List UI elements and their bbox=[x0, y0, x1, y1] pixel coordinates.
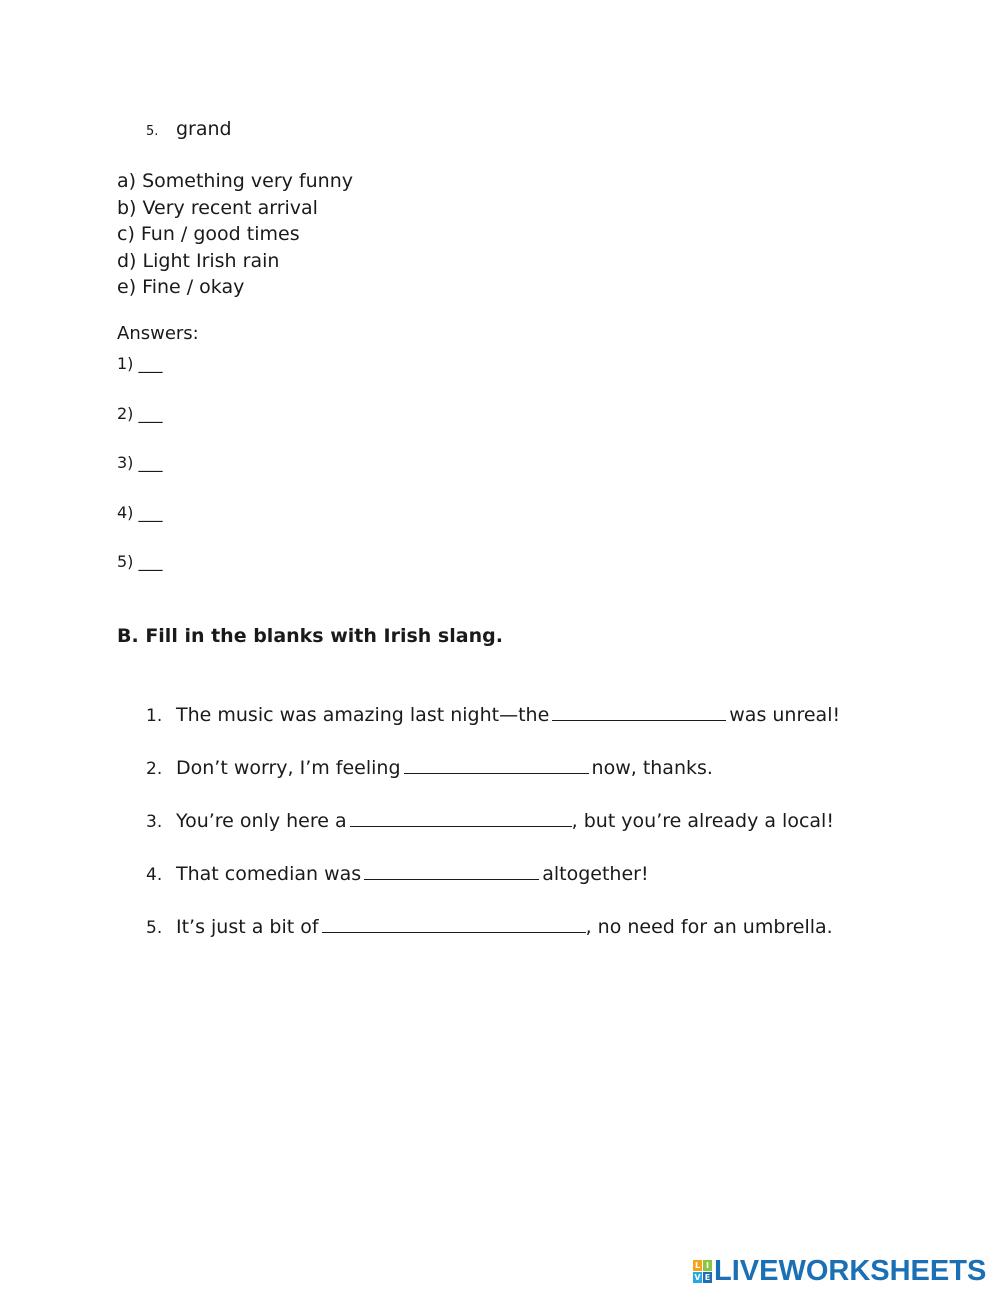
item-number: 4. bbox=[146, 865, 163, 885]
fill-item-2 bbox=[146, 755, 713, 779]
blank-input[interactable] bbox=[552, 702, 726, 721]
liveworksheets-logo bbox=[693, 1255, 986, 1288]
fill-item-4 bbox=[146, 861, 649, 885]
item-text-after: , but you’re already a local! bbox=[571, 810, 834, 832]
matching-item-5 bbox=[146, 118, 232, 140]
section-b-heading: B. Fill in the blanks with Irish slang. bbox=[117, 625, 503, 647]
answer-5[interactable]: 5) ___ bbox=[117, 552, 163, 571]
definition-e: e) Fine / okay bbox=[117, 276, 245, 298]
definition-d: d) Light Irish rain bbox=[117, 249, 280, 272]
blank-input[interactable] bbox=[364, 861, 539, 880]
item-word: grand bbox=[176, 118, 232, 140]
answer-2[interactable]: 2) ___ bbox=[117, 404, 163, 423]
item-text-before: Don’t worry, I’m feeling bbox=[176, 757, 401, 779]
definition-a: a) Something very funny bbox=[117, 170, 353, 192]
item-text-after: altogether! bbox=[542, 863, 649, 885]
liveworksheets-logo-icon bbox=[693, 1260, 712, 1283]
item-number: 5. bbox=[146, 918, 163, 938]
logo-letter-v: V bbox=[694, 1273, 701, 1282]
fill-item-5 bbox=[146, 914, 833, 938]
definition-b: b) Very recent arrival bbox=[117, 196, 318, 219]
logo-letter-e: E bbox=[704, 1273, 711, 1282]
item-text-after: , no need for an umbrella. bbox=[585, 916, 833, 938]
item-number: 5. bbox=[146, 124, 159, 139]
blank-input[interactable] bbox=[404, 755, 589, 774]
item-text-before: It’s just a bit of bbox=[176, 916, 319, 938]
logo-letter-i: I bbox=[703, 1260, 712, 1271]
answer-1[interactable]: 1) ___ bbox=[117, 354, 163, 373]
logo-text: LIVEWORKSHEETS bbox=[714, 1255, 987, 1287]
item-text-before: You’re only here a bbox=[176, 810, 347, 832]
item-number: 3. bbox=[146, 812, 163, 832]
item-text-before: The music was amazing last night—the bbox=[176, 704, 550, 726]
item-text-before: That comedian was bbox=[176, 863, 362, 885]
blank-input[interactable] bbox=[322, 914, 586, 933]
blank-input[interactable] bbox=[350, 808, 572, 827]
fill-item-1 bbox=[146, 702, 840, 726]
answers-label: Answers: bbox=[117, 323, 199, 344]
item-text-after: now, thanks. bbox=[591, 757, 713, 779]
item-number: 2. bbox=[146, 759, 163, 779]
answer-4[interactable]: 4) ___ bbox=[117, 503, 163, 522]
item-number: 1. bbox=[146, 706, 163, 726]
logo-letter-l: L bbox=[694, 1261, 701, 1270]
item-text-after: was unreal! bbox=[729, 704, 841, 726]
definition-c: c) Fun / good times bbox=[117, 223, 300, 245]
fill-item-3 bbox=[146, 808, 834, 832]
definitions-list bbox=[117, 168, 353, 301]
answer-3[interactable]: 3) ___ bbox=[117, 453, 163, 472]
